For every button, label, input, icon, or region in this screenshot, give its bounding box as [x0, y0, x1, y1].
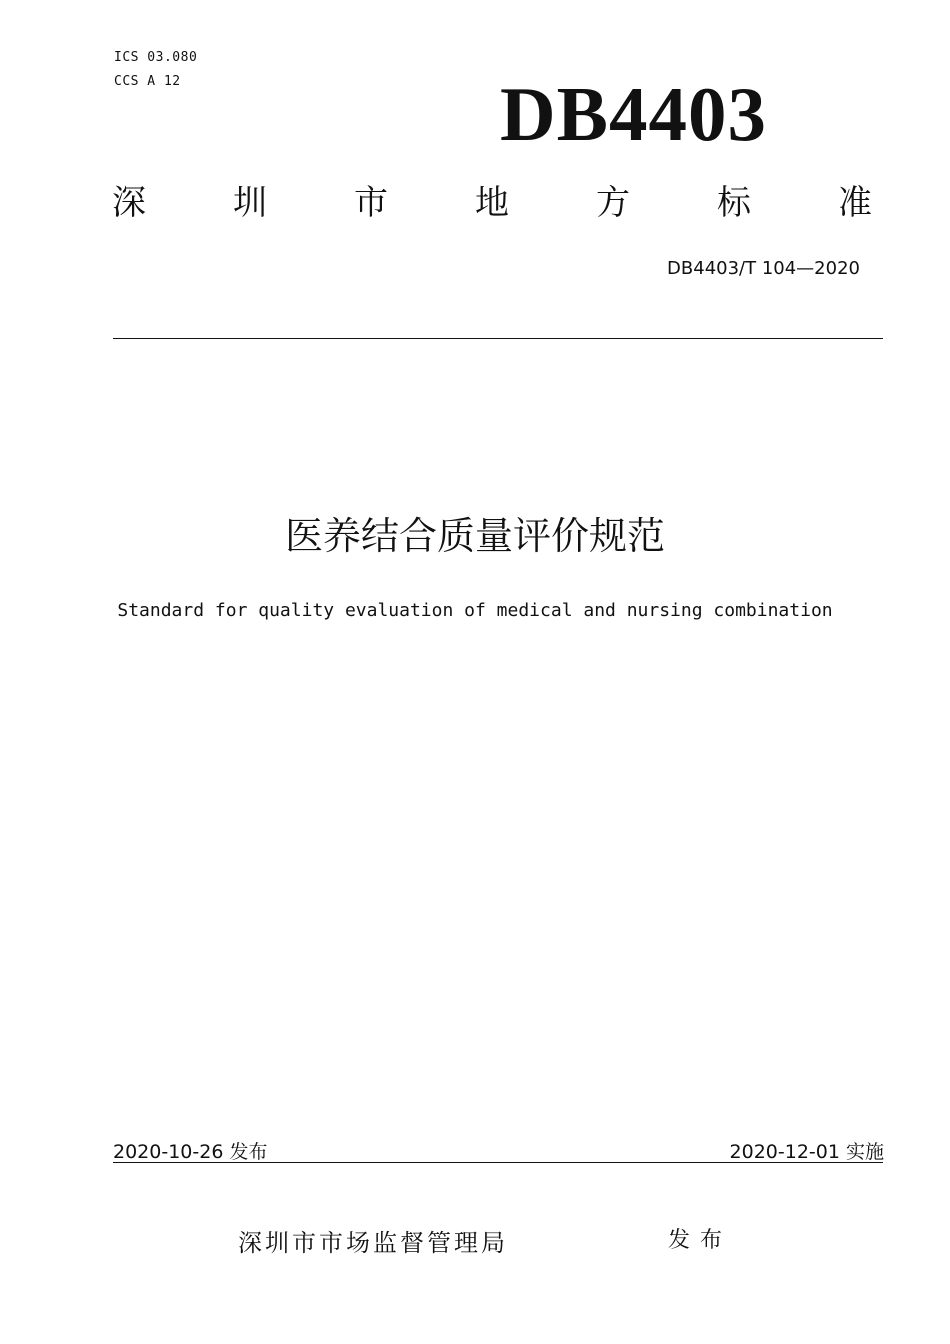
standard-level-char: 标	[717, 183, 751, 223]
ics-code: ICS 03.080	[114, 50, 198, 65]
standard-number: DB4403/T 104—2020	[667, 258, 860, 279]
standard-level-char: 市	[354, 183, 388, 223]
footer-divider	[113, 1162, 883, 1163]
issuing-authority: 深圳市市场监督管理局	[238, 1229, 508, 1257]
standard-level-char: 深	[112, 183, 146, 223]
standard-level-char: 圳	[233, 183, 267, 223]
publish-date: 2020-10-26 发布	[113, 1141, 268, 1163]
standard-level-char: 方	[596, 183, 630, 223]
standard-level-char: 地	[475, 183, 509, 223]
document-title-english: Standard for quality evaluation of medical and nursing combination	[117, 600, 833, 621]
document-title-chinese: 医养结合质量评价规范	[284, 514, 665, 558]
implementation-date: 2020-12-01 实施	[729, 1141, 884, 1163]
standard-logo-code: DB4403	[500, 71, 767, 157]
ccs-code: CCS A 12	[114, 74, 181, 89]
standard-level-char: 准	[838, 183, 872, 223]
issue-label: 发布	[668, 1228, 733, 1253]
standard-level-heading	[112, 183, 872, 223]
header-divider	[113, 338, 883, 339]
